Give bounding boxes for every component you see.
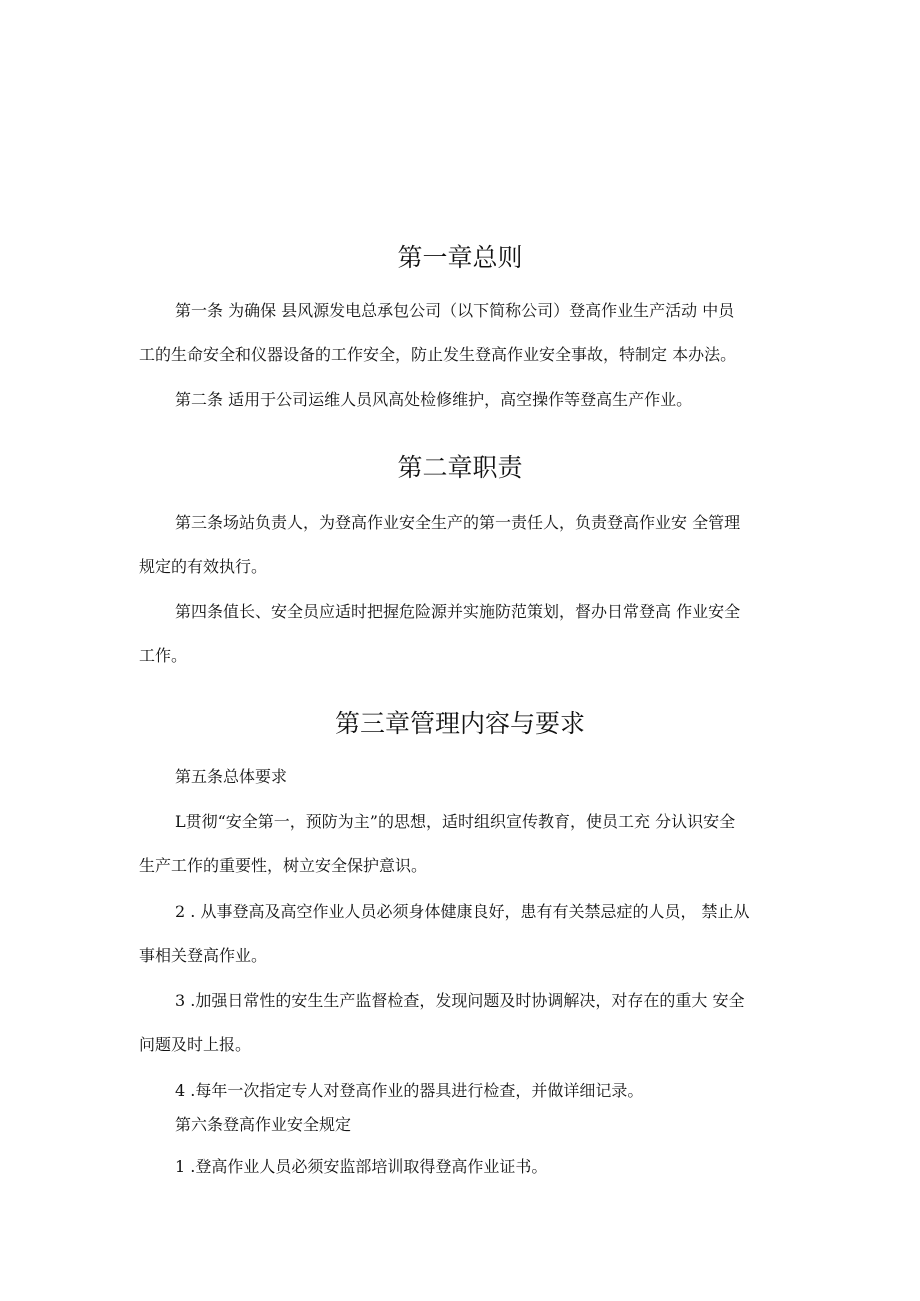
chapter-3-line-9: 第六条登高作业安全规定 <box>175 1115 352 1134</box>
chapter-3-line-1: 第五条总体要求 <box>175 767 288 786</box>
chapter-2-line-2: 规定的有效执行。 <box>139 557 268 576</box>
chapter-3-line-4: 2 . 从事登高及高空作业人员必须身体健康良好，患有有关禁忌症的人员， 禁止从 <box>175 902 750 921</box>
chapter-1-title: 第一章总则 <box>397 243 523 272</box>
chapter-3-line-3: 生产工作的重要性，树立安全保护意识。 <box>139 856 428 875</box>
chapter-3-line-2: L贯彻“安全第一，预防为主”的思想，适时组织宣传教育，使员工充 分认识安全 <box>175 812 736 831</box>
chapter-2-line-4: 工作。 <box>139 646 188 665</box>
chapter-3-line-10: 1 .登高作业人员必须安监部培训取得登高作业证书。 <box>175 1157 548 1176</box>
chapter-3-line-5: 事相关登高作业。 <box>139 946 268 965</box>
chapter-2-line-1: 第三条场站负责人，为登高作业安全生产的第一责任人，负责登高作业安 全管理 <box>175 513 741 532</box>
chapter-2-line-3: 第四条值长、安全员应适时把握危险源并实施防范策划，督办日常登高 作业安全 <box>175 602 741 621</box>
chapter-3-line-6: 3 .加强日常性的安生生产监督检查，发现问题及时协调解决，对存在的重大 安全 <box>175 991 745 1010</box>
chapter-3-line-8: 4 .每年一次指定专人对登高作业的器具进行检查，并做详细记录。 <box>175 1081 644 1100</box>
chapter-2-title: 第二章职责 <box>397 453 523 482</box>
chapter-3-line-7: 问题及时上报。 <box>139 1035 252 1054</box>
chapter-1-line-1: 第一条 为确保 县风源发电总承包公司（以下简称公司）登高作业生产活动 中员 <box>175 301 735 320</box>
chapter-1-line-3: 第二条 适用于公司运维人员风高处检修维护，高空操作等登高生产作业。 <box>175 390 693 409</box>
chapter-1-line-2: 工的生命安全和仪器设备的工作安全，防止发生登高作业安全事故，特制定 本办法。 <box>139 345 737 364</box>
chapter-3-title: 第三章管理内容与要求 <box>334 709 585 738</box>
